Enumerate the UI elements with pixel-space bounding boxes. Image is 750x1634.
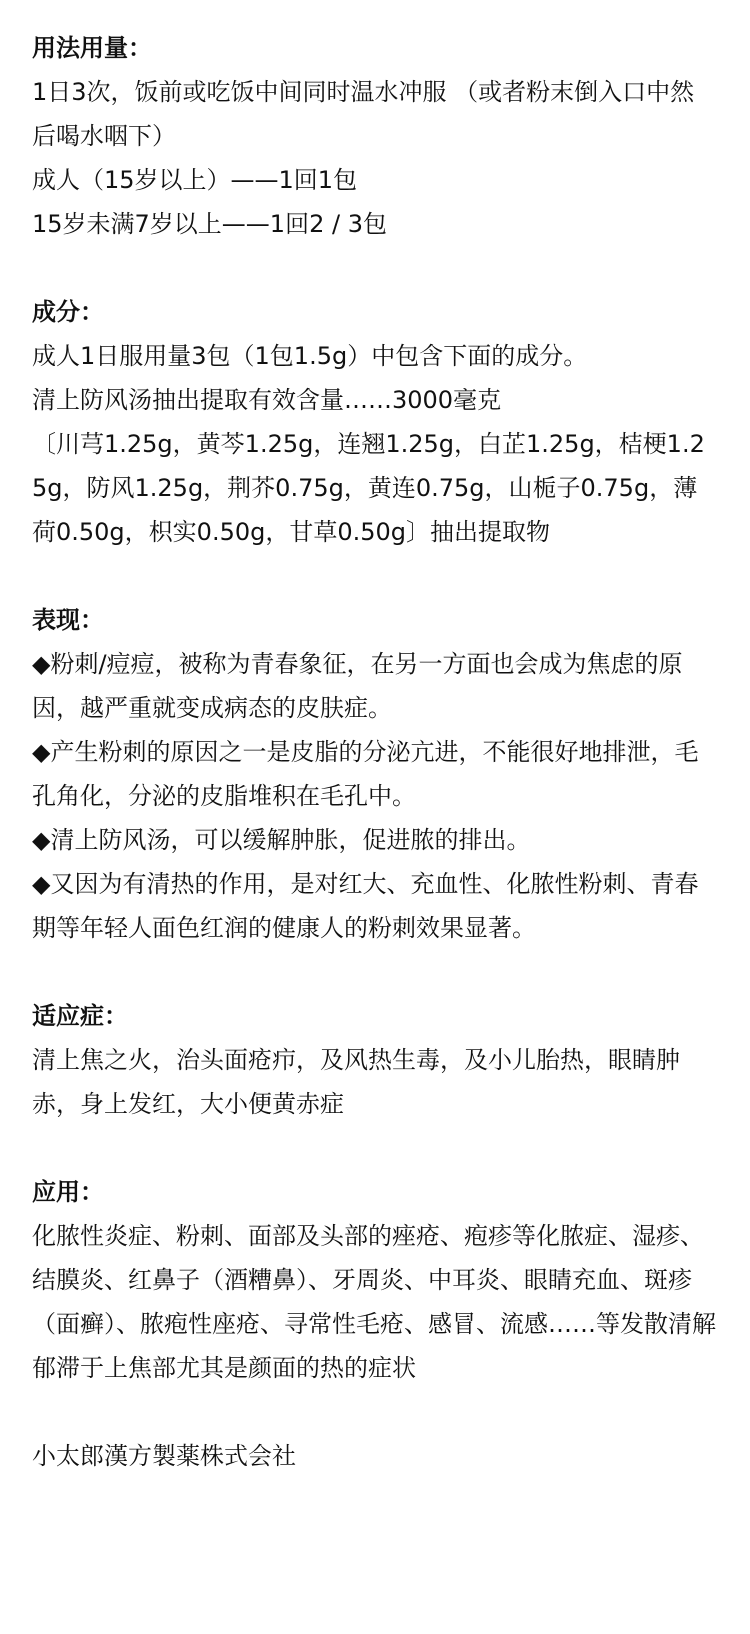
ingredients-section xyxy=(32,290,718,554)
diamond-bullet-icon: ◆ xyxy=(32,870,51,898)
indications-heading: 适应症： xyxy=(32,1002,128,1030)
dosage-line: 成人（15岁以上）——1回1包 xyxy=(32,166,358,194)
diamond-bullet-icon: ◆ xyxy=(32,650,51,678)
symptom-item xyxy=(32,862,718,950)
application-heading: 应用： xyxy=(32,1178,104,1206)
symptom-text: 又因为有清热的作用，是对红大、充血性、化脓性粉刺、青春期等年轻人面色红润的健康人的粉刺效果显著。 xyxy=(32,870,699,942)
indications-section xyxy=(32,994,718,1126)
symptom-item xyxy=(32,730,718,818)
ingredients-heading: 成分： xyxy=(32,298,104,326)
dosage-section xyxy=(32,26,718,246)
company-name: 小太郎漢方製薬株式会社 xyxy=(32,1442,296,1470)
ingredients-line: 〔川芎1.25g，黄芩1.25g，连翘1.25g，白芷1.25g，桔梗1.25g，防风1.25g，荆芥0.75g，黄连0.75g，山栀子0.75g，薄荷0.50g，枳实0.50g，甘草0.50g〕抽出提取物 xyxy=(32,430,705,546)
symptoms-heading: 表现： xyxy=(32,606,104,634)
symptom-item xyxy=(32,642,718,730)
ingredients-line: 成人1日服用量3包（1包1.5g）中包含下面的成分。 xyxy=(32,342,588,370)
diamond-bullet-icon: ◆ xyxy=(32,826,51,854)
application-line: 化脓性炎症、粉刺、面部及头部的痤疮、疱疹等化脓症、湿疹、结膜炎、红鼻子（酒糟鼻）、牙周炎、中耳炎、眼睛充血、斑疹（面癣）、脓疱性座疮、寻常性毛疮、感冒、流感……等发散清解郁滞于上焦部尤其是颜面的热的症状 xyxy=(32,1222,716,1382)
dosage-heading: 用法用量： xyxy=(32,34,152,62)
dosage-line: 15岁未满7岁以上——1回2 / 3包 xyxy=(32,210,387,238)
symptom-text: 产生粉刺的原因之一是皮脂的分泌亢进，不能很好地排泄，毛孔角化，分泌的皮脂堆积在毛孔中。 xyxy=(32,738,699,810)
symptom-text: 粉刺/痘痘，被称为青春象征，在另一方面也会成为焦虑的原因，越严重就变成病态的皮肤症。 xyxy=(32,650,683,722)
company-section xyxy=(32,1434,718,1478)
symptom-item xyxy=(32,818,718,862)
ingredients-line: 清上防风汤抽出提取有效含量……3000毫克 xyxy=(32,386,502,414)
indications-line: 清上焦之火，治头面疮疖，及风热生毒，及小儿胎热，眼睛肿赤，身上发红，大小便黄赤症 xyxy=(32,1046,680,1118)
dosage-line: 1日3次，饭前或吃饭中间同时温水冲服 （或者粉末倒入口中然后喝水咽下） xyxy=(32,78,695,150)
application-section xyxy=(32,1170,718,1390)
symptom-text: 清上防风汤，可以缓解肿胀，促进脓的排出。 xyxy=(50,826,531,854)
diamond-bullet-icon: ◆ xyxy=(32,738,51,766)
symptoms-section xyxy=(32,598,718,950)
